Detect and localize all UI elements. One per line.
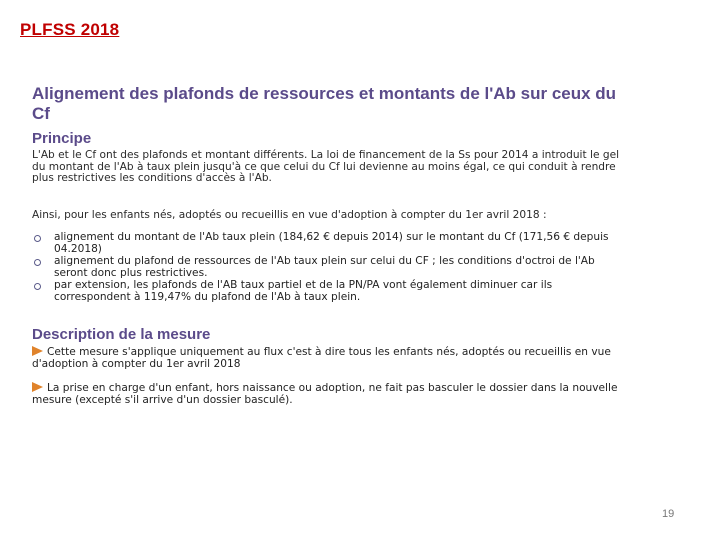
list-item-text: alignement du montant de l'Ab taux plein (184,62 € depuis 2014) sur le montant du Cf (171,56 € depuis 04.2018) bbox=[54, 231, 609, 255]
list-item bbox=[32, 232, 624, 255]
description-item-text: Cette mesure s'applique uniquement au flux c'est à dire tous les enfants nés, adoptés ou recueillis en vue d'adoption à compter du 1er avril 2018 bbox=[32, 346, 611, 370]
circle-bullet-icon bbox=[34, 283, 41, 290]
list-item-text: alignement du plafond de ressources de l'Ab taux plein sur celui du CF ; les conditions d'octroi de l'Ab seront donc plus restrictives. bbox=[54, 255, 595, 279]
description-heading: Description de la mesure bbox=[32, 326, 211, 343]
principe-paragraph-1: L'Ab et le Cf ont des plafonds et montant différents. La loi de financement de la Ss pour 2014 a introduit le gel du montant de l'Ab à taux plein jusqu'à ce que celui du Cf lui devienne au moins égal, ce qui conduit à rendre plus restrictives les conditions d'accès à l'Ab. bbox=[32, 149, 620, 185]
slide-title: PLFSS 2018 bbox=[20, 20, 120, 39]
principe-bullet-list bbox=[32, 232, 624, 305]
circle-bullet-icon bbox=[34, 235, 41, 242]
description-item-2 bbox=[32, 382, 624, 406]
slide-number: 19 bbox=[662, 508, 675, 520]
description-item-text: La prise en charge d'un enfant, hors naissance ou adoption, ne fait pas basculer le dossier dans la nouvelle mesure (excepté s'il arrive d'un dossier basculé). bbox=[32, 382, 618, 406]
circle-bullet-icon bbox=[34, 259, 41, 266]
description-item-1 bbox=[32, 346, 624, 370]
arrow-bullet-icon bbox=[32, 346, 43, 356]
arrow-bullet-icon bbox=[32, 382, 43, 392]
principe-paragraph-2: Ainsi, pour les enfants nés, adoptés ou recueillis en vue d'adoption à compter du 1er avril 2018 : bbox=[32, 209, 547, 221]
list-item bbox=[32, 256, 624, 279]
list-item bbox=[32, 280, 624, 303]
principe-heading: Principe bbox=[32, 130, 92, 147]
list-item-text: par extension, les plafonds de l'AB taux partiel et de la PN/PA vont également diminuer car ils correspondent à 119,47% du plafond de l'Ab à taux plein. bbox=[54, 279, 553, 303]
content-image bbox=[30, 82, 630, 412]
main-heading: Alignement des plafonds de ressources et montants de l'Ab sur ceux du Cf bbox=[32, 84, 617, 123]
